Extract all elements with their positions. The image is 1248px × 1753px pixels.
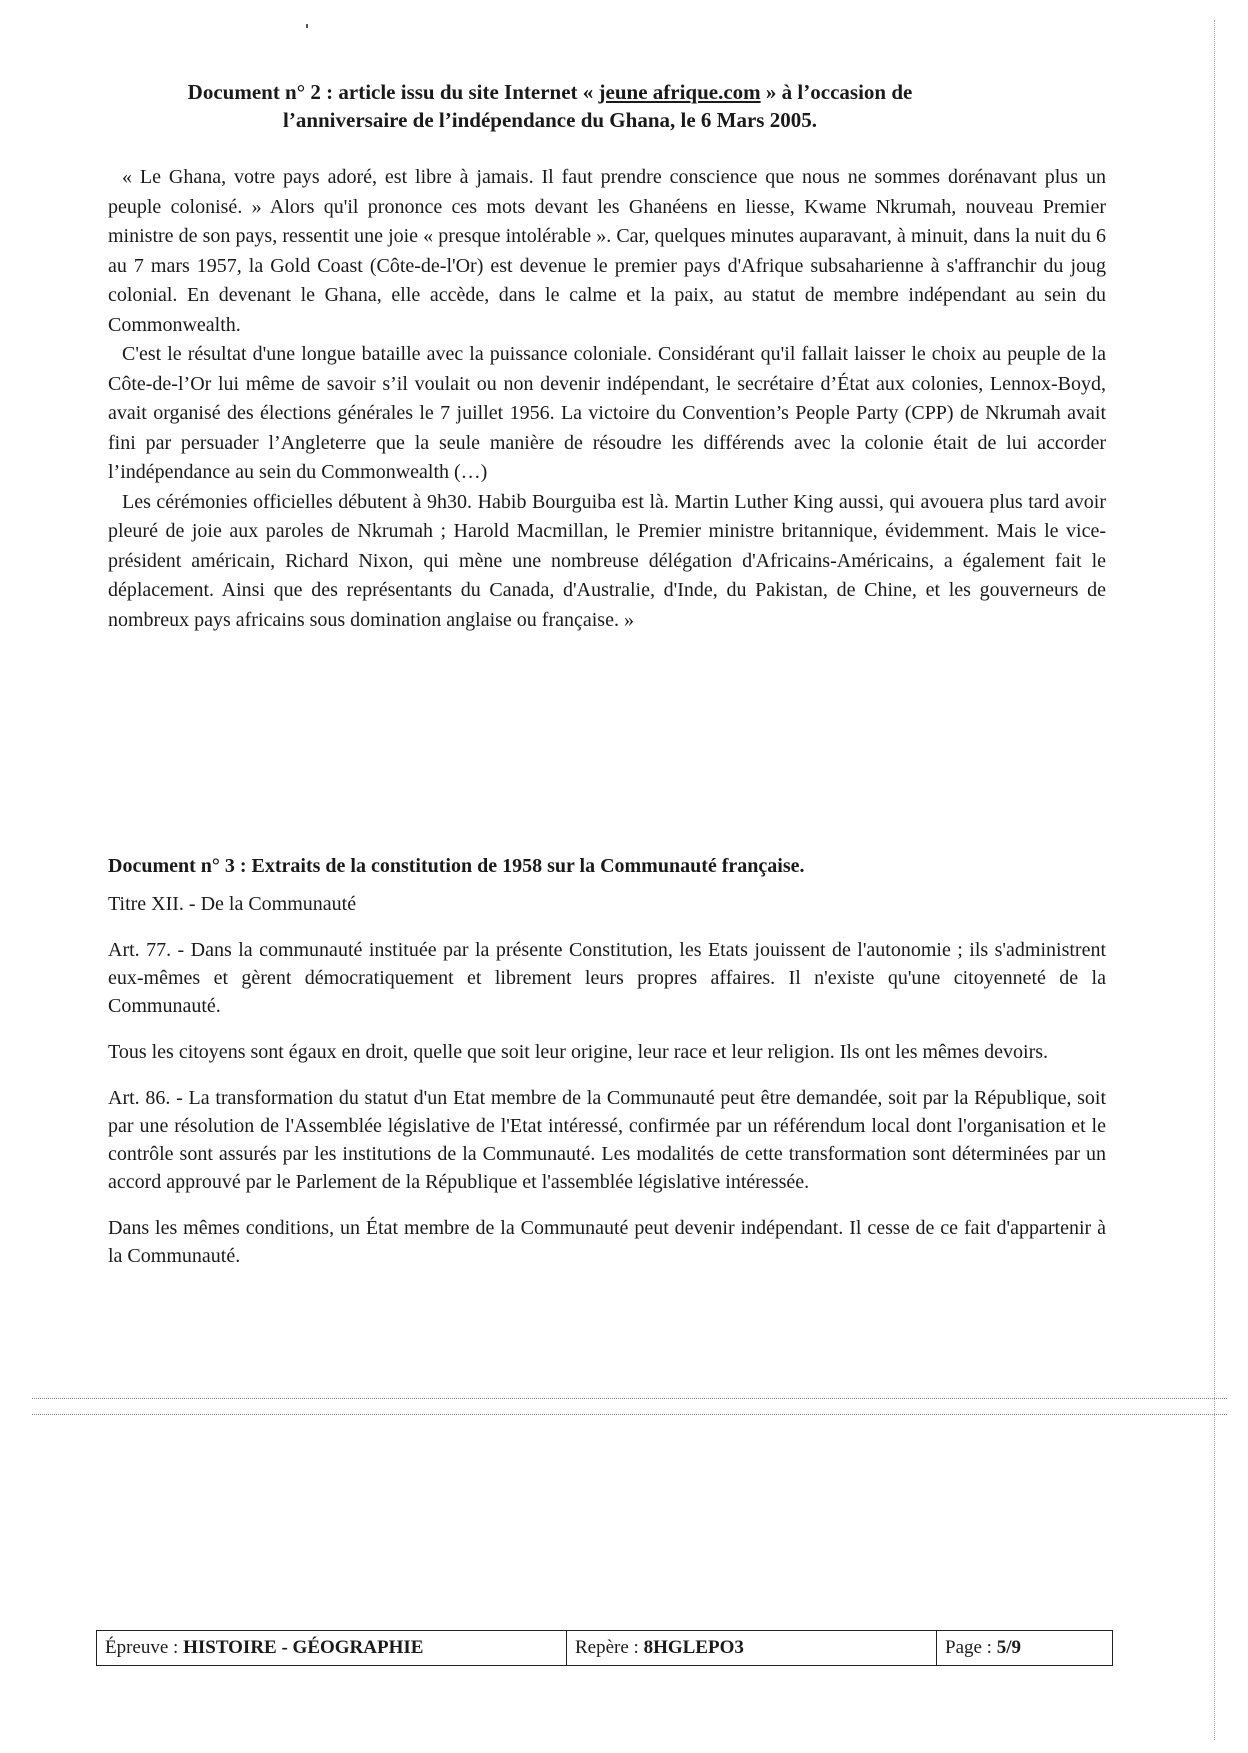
scan-mark <box>306 24 308 28</box>
dotted-separator-2 <box>32 1414 1227 1415</box>
footer-epreuve <box>97 1631 567 1665</box>
footer-page-value: 5/9 <box>996 1637 1021 1658</box>
article-paragraph-2: C'est le résultat d'une longue bataille avec la puissance coloniale. Considérant qu'il fallait laisser le choix au peuple de la Côte-de-l’Or lui même de savoir s’il voulait ou non devenir indépendant, le secrétaire d’État aux colonies, Lennox-Boyd, avait organisé des élections générales le 7 juillet 1956. La victoire du Convention’s People Party (CPP) de Nkrumah avait fini par persuader l’Angleterre que la seule manière de résoudre les différends avec la colonie était de lui accorder l’indépendance au sein du Commonwealth (…) <box>108 343 1106 483</box>
footer-repere-value: 8HGLEPO3 <box>643 1637 744 1658</box>
document-2-title-prefix: Document n° 2 : article issu du site Internet « <box>187 80 599 104</box>
footer-epreuve-value: HISTOIRE - GÉOGRAPHIE <box>183 1637 424 1658</box>
footer-page <box>937 1631 1112 1665</box>
constitution-paragraph-2: Tous les citoyens sont égaux en droit, quelle que soit leur origine, leur race et leur religion. Ils ont les mêmes devoirs. <box>108 1041 1049 1063</box>
document-3-title: Document n° 3 : Extraits de la constitution de 1958 sur la Communauté française. <box>108 855 805 877</box>
margin-line <box>1214 20 1215 1740</box>
footer-epreuve-label: Épreuve : <box>105 1637 184 1658</box>
document-2-article <box>108 163 1106 635</box>
constitution-paragraph-3: Art. 86. - La transformation du statut d'un Etat membre de la Communauté peut être demandée, soit par la République, soit par une résolution de l'Assemblée législative de l'Etat intéressé, confirmée par un référendum local dont l'organisation et le contrôle sont assurés par les institutions de la Communauté. Les modalités de cette transformation sont déterminées par un accord approuvé par le Parlement de la République et l'assemblée législative intéressée. <box>108 1087 1106 1193</box>
document-3-subtitle: Titre XII. - De la Communauté <box>108 893 357 915</box>
article-paragraph-3: Les cérémonies officielles débutent à 9h30. Habib Bourguiba est là. Martin Luther King aussi, qui avouera plus tard avoir pleuré de joie aux paroles de Nkrumah ; Harold Macmillan, le Premier ministre britannique, évidemment. Mais le vice-président américain, Richard Nixon, qui mène une nombreuse délégation d'Africains-Américains, a également fait le déplacement. Ainsi que des représentants du Canada, d'Australie, d'Inde, du Pakistan, de Chine, et les gouverneurs de nombreux pays africains sous domination anglaise ou française. » <box>108 490 1106 631</box>
exam-footer <box>96 1630 1113 1666</box>
document-2-title <box>110 78 990 134</box>
document-2-title-line2: l’anniversaire de l’indépendance du Ghana, le 6 Mars 2005. <box>283 108 817 132</box>
document-2-title-suffix: » à l’occasion de <box>760 80 913 104</box>
article-paragraph-1: « Le Ghana, votre pays adoré, est libre à jamais. Il faut prendre conscience que nous ne sommes dorénavant plus un peuple colonisé. » Alors qu'il prononce ces mots devant les Ghanéens en liesse, Kwame Nkrumah, nouveau Premier ministre de son pays, ressentit une joie « presque intolérable ». Car, quelques minutes auparavant, à minuit, dans la nuit du 6 au 7 mars 1957, la Gold Coast (Côte-de-l'Or) est devenue le premier pays d'Afrique subsaharienne à s'affranchir du joug colonial. En devenant le Ghana, elle accède, dans le calme et la paix, au statut de membre indépendant au sein du Commonwealth. <box>108 166 1106 336</box>
dotted-separator-1 <box>32 1398 1227 1399</box>
footer-page-label: Page : <box>945 1637 997 1658</box>
footer-repere-label: Repère : <box>575 1637 644 1658</box>
document-3-extracts <box>108 936 1106 1288</box>
footer-repere <box>567 1631 937 1665</box>
document-2-source-site: jeune afrique.com <box>598 80 761 104</box>
constitution-paragraph-1: Art. 77. - Dans la communauté instituée par la présente Constitution, les Etats jouissent de l'autonomie ; ils s'administrent eux-mêmes et gèrent démocratiquement et librement leurs propres affaires. Il n'existe qu'une citoyenneté de la Communauté. <box>108 939 1106 1017</box>
constitution-paragraph-4: Dans les mêmes conditions, un État membre de la Communauté peut devenir indépendant. Il cesse de ce fait d'appartenir à la Communauté. <box>108 1217 1106 1267</box>
